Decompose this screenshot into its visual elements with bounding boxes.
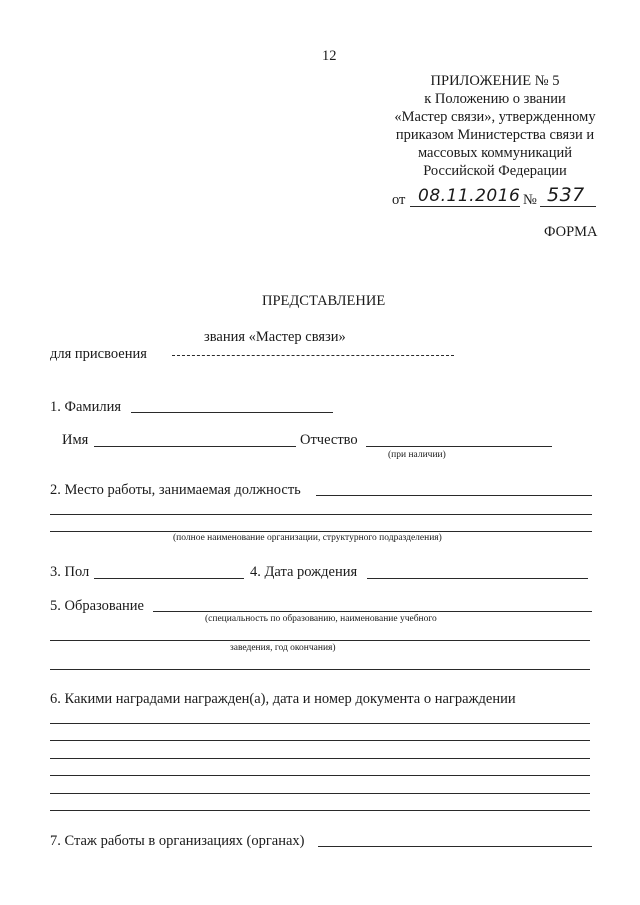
awards-field-line-4[interactable]: [50, 775, 590, 776]
patronymic-label: Отчество: [300, 432, 358, 448]
sex-field[interactable]: [94, 578, 244, 579]
appendix-line: «Мастер связи», утвержденному: [394, 109, 596, 125]
number-handwritten: 537: [547, 184, 585, 206]
patronymic-hint: (при наличии): [388, 450, 446, 460]
form-label: ФОРМА: [544, 224, 598, 240]
document-title: ПРЕДСТАВЛЕНИЕ: [262, 293, 386, 309]
for-awarding-label: для присвоения: [50, 346, 147, 362]
rank-dashed-line: [172, 355, 454, 356]
workplace-hint: (полное наименование организации, структурного подразделения): [173, 533, 442, 543]
name-label: Имя: [62, 432, 89, 448]
awards-field-line-2[interactable]: [50, 740, 590, 741]
awards-field-line-1[interactable]: [50, 723, 590, 724]
patronymic-field[interactable]: [366, 446, 552, 447]
education-hint-1: (специальность по образованию, наименование учебного: [205, 614, 437, 624]
page-number: 12: [322, 48, 337, 64]
awards-field-line-6[interactable]: [50, 810, 590, 811]
date-handwritten: 08.11.2016: [418, 186, 521, 206]
appendix-line: ПРИЛОЖЕНИЕ № 5: [430, 73, 560, 89]
surname-field[interactable]: [131, 412, 333, 413]
number-underline: [540, 206, 596, 207]
workplace-field-line-2[interactable]: [50, 514, 592, 515]
rank-text: звания «Мастер связи»: [204, 329, 346, 345]
education-hint-2: заведения, год окончания): [230, 643, 336, 653]
date-prefix: от: [392, 192, 406, 208]
sex-label: 3. Пол: [50, 564, 90, 580]
birthdate-field[interactable]: [367, 578, 588, 579]
appendix-line: приказом Министерства связи и: [395, 127, 595, 143]
date-underline: [410, 206, 520, 207]
education-field-line-3[interactable]: [50, 669, 590, 670]
awards-field-line-5[interactable]: [50, 793, 590, 794]
surname-label: 1. Фамилия: [50, 399, 121, 415]
birthdate-label: 4. Дата рождения: [250, 564, 358, 580]
awards-label: 6. Какими наградами награжден(а), дата и номер документа о награждении: [50, 691, 516, 707]
appendix-line: массовых коммуникаций: [417, 145, 573, 161]
workplace-field[interactable]: [316, 495, 592, 496]
number-prefix: №: [523, 192, 537, 208]
education-field-line-2[interactable]: [50, 640, 590, 641]
appendix-line: Российской Федерации: [423, 163, 567, 179]
workplace-field-line-3[interactable]: [50, 531, 592, 532]
appendix-header: [380, 72, 610, 180]
awards-field-line-3[interactable]: [50, 758, 590, 759]
appendix-line: к Положению о звании: [424, 91, 566, 107]
experience-label: 7. Стаж работы в организациях (органах): [50, 833, 305, 849]
experience-field[interactable]: [318, 846, 592, 847]
education-label: 5. Образование: [50, 598, 144, 614]
name-field[interactable]: [94, 446, 296, 447]
workplace-label: 2. Место работы, занимаемая должность: [50, 482, 301, 498]
education-field[interactable]: [153, 611, 592, 612]
